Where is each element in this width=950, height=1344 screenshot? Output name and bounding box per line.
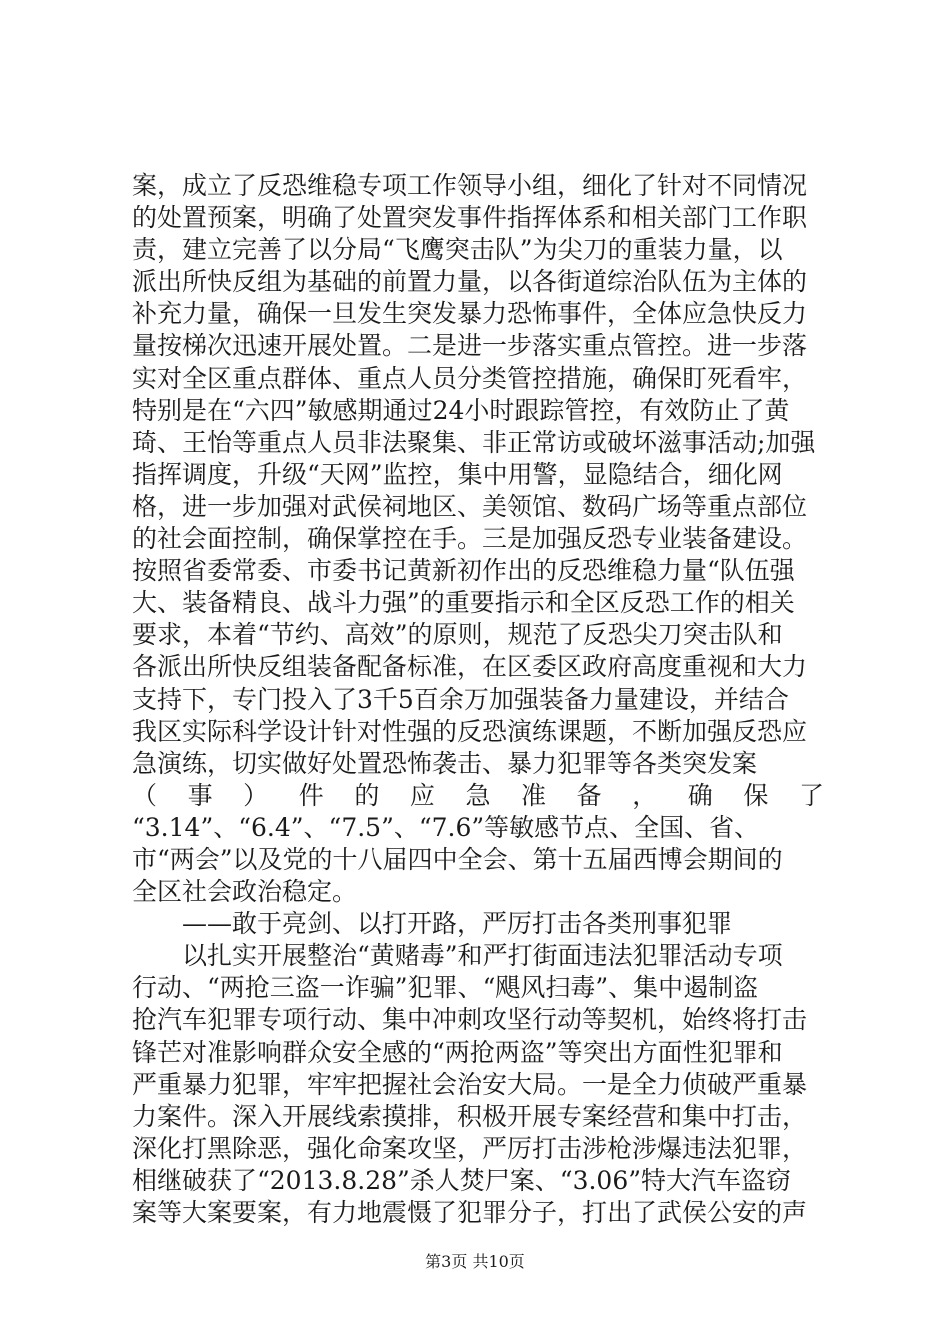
text-line: 按照省委常委、市委书记黄新初作出的反恐维稳力量“队伍强	[132, 556, 795, 586]
spread-char: 急	[465, 780, 491, 810]
text-line: 力案件。深入开展线索摸排，积极开展专案经营和集中打击，	[132, 1101, 808, 1131]
text-line: 行动、“两抢三盗一诈骗”犯罪、“飓风扫毒”、集中遏制盗	[132, 973, 759, 1003]
text-line: 责，建立完善了以分局“飞鹰突击队”为尖刀的重装力量，以	[132, 235, 783, 265]
text-line: 急演练，切实做好处置恐怖袭击、暴力犯罪等各类突发案	[132, 748, 758, 778]
text-line: 我区实际科学设计针对性强的反恐演练课题，不断加强反恐应	[132, 716, 808, 746]
text-line: 案等大案要案，有力地震慑了犯罪分子，打出了武侯公安的声	[132, 1198, 808, 1227]
text-line: 抢汽车犯罪专项行动、集中冲刺攻坚行动等契机，始终将打击	[132, 1005, 808, 1035]
spread-char: ）	[243, 780, 269, 810]
text-line: 支持下，专门投入了3千5百余万加强装备力量建设，并结合	[132, 684, 789, 714]
text-line: 指挥调度，升级“天网”监控，集中用警，显隐结合，细化网	[132, 459, 783, 489]
spread-char: 备	[576, 780, 602, 810]
text-line: 深化打黑除恶，强化命案攻坚，严厉打击涉枪涉爆违法犯罪，	[132, 1133, 808, 1163]
text-line: 琦、王怡等重点人员非法聚集、非正常访或破坏滋事活动;加强	[132, 427, 816, 457]
spread-char: 保	[743, 780, 769, 810]
text-line: 要求，本着“节约、高效”的原则，规范了反恐尖刀突击队和	[132, 620, 783, 650]
text-line: 格，进一步加强对武侯祠地区、美领馆、数码广场等重点部位	[132, 491, 808, 521]
text-line: 特别是在“六四”敏感期通过24小时跟踪管控，有效防止了黄	[132, 395, 790, 425]
text-line: 相继破获了“2013.8.28”杀人焚尸案、“3.06”特大汽车盗窃	[132, 1165, 792, 1195]
spread-char: 的	[354, 780, 380, 810]
section-heading: ——敢于亮剑、以打开路，严厉打击各类刑事犯罪	[182, 909, 733, 939]
spread-char: 件	[298, 780, 324, 810]
text-line: 全区社会政治稳定。	[132, 877, 358, 907]
spread-char: 事	[187, 780, 213, 810]
text-line: 案，成立了反恐维稳专项工作领导小组，细化了针对不同情况	[132, 171, 808, 200]
text-line: 的处置预案，明确了处置突发事件指挥体系和相关部门工作职	[132, 203, 808, 233]
text-line: 严重暴力犯罪，牢牢把握社会治安大局。一是全力侦破严重暴	[132, 1069, 808, 1099]
spread-char: 准	[521, 780, 547, 810]
text-line: 锋芒对准影响群众安全感的“两抢两盗”等突出方面性犯罪和	[132, 1037, 783, 1067]
spread-char: （	[132, 780, 158, 810]
text-line: 的社会面控制，确保掌控在手。三是加强反恐专业装备建设。	[132, 524, 808, 554]
spread-char: 应	[409, 780, 435, 810]
text-line: 市“两会”以及党的十八届四中全会、第十五届西博会期间的	[132, 844, 783, 874]
body-text	[132, 170, 832, 1229]
text-line: 补充力量，确保一旦发生突发暴力恐怖事件，全体应急快反力	[132, 299, 808, 329]
text-line: 量按梯次迅速开展处置。二是进一步落实重点管控。进一步落	[132, 331, 808, 361]
spread-char: ，	[632, 780, 658, 810]
text-line: 大、装备精良、战斗力强”的重要指示和全区反恐工作的相关	[132, 588, 795, 618]
spread-text-line	[132, 780, 824, 812]
page-number-label: 第3页 共10页	[425, 1252, 525, 1271]
text-line: “3.14”、“6.4”、“7.5”、“7.6”等敏感节点、全国、省、	[132, 812, 760, 842]
text-line: 各派出所快反组装备配备标准，在区委区政府高度重视和大力	[132, 652, 808, 682]
page-footer	[0, 1252, 950, 1272]
text-line: 派出所快反组为基础的前置力量，以各街道综治队伍为主体的	[132, 267, 808, 297]
spread-char: 确	[687, 780, 713, 810]
text-line: 实对全区重点群体、重点人员分类管控措施，确保盯死看牢，	[132, 363, 808, 393]
spread-char: 了	[798, 780, 824, 810]
paragraph-first-line: 以扎实开展整治“黄赌毒”和严打街面违法犯罪活动专项	[182, 941, 783, 971]
